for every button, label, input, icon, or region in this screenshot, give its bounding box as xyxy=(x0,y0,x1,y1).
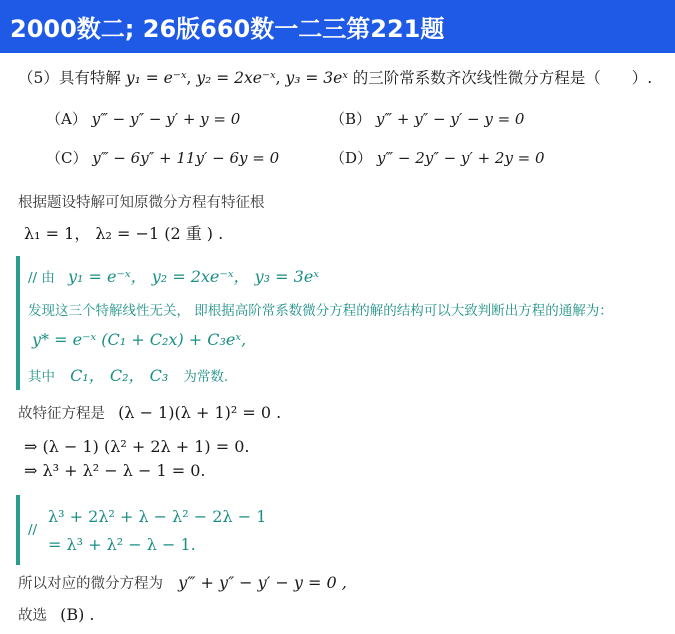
char-equation-line xyxy=(18,402,281,423)
option-a-eq: y‴ − y″ − y′ + y = 0 xyxy=(91,110,241,128)
option-d-label: （D） xyxy=(330,149,373,167)
option-b-eq: y‴ + y″ − y′ − y = 0 xyxy=(375,110,525,128)
option-c xyxy=(46,147,279,168)
title-banner xyxy=(0,0,675,53)
note1-where xyxy=(28,363,228,386)
note1-constants: C₁， C₂， C₃ xyxy=(70,366,169,385)
option-c-eq: y‴ − 6y″ + 11y′ − 6y = 0 xyxy=(92,149,280,167)
option-a xyxy=(46,108,240,129)
solution-intro: 根据题设特解可知原微分方程有特征根 xyxy=(18,195,265,211)
question-number: （5）具有特解 xyxy=(18,69,121,87)
option-a-label: （A） xyxy=(46,110,87,128)
question-tail: 的三阶常系数齐次线性微分方程是（ ）. xyxy=(352,69,653,87)
note2-prefix: // xyxy=(28,522,38,538)
note1-prefix: // 由 xyxy=(28,270,55,286)
option-d xyxy=(330,147,545,168)
note-bar-1 xyxy=(16,256,20,390)
answer-label: 故选 xyxy=(18,608,47,624)
char-equation: (λ − 1)(λ + 1)² = 0 . xyxy=(118,403,282,422)
question-y1: y₁ = e⁻ˣ xyxy=(125,69,187,87)
option-b-label: （B） xyxy=(330,110,372,128)
option-d-eq: y‴ − 2y″ − y′ + 2y = 0 xyxy=(376,149,545,167)
note1-general-solution: y* = e⁻ˣ (C₁ + C₂x) + C₃eˣ, xyxy=(32,330,247,349)
note1-where-prefix: 其中 xyxy=(28,369,55,385)
characteristic-roots: λ₁ = 1， λ₂ = −1 (2 重 ) . xyxy=(24,224,224,243)
option-b xyxy=(330,108,524,129)
final-equation: y‴ + y″ − y′ − y = 0 , xyxy=(178,573,347,592)
step-1: ⇒ (λ − 1) (λ² + 2λ + 1) = 0. xyxy=(24,437,250,456)
char-equation-label: 故特征方程是 xyxy=(18,406,105,422)
question-y3: y₃ = 3eˣ xyxy=(285,69,348,87)
note1-line1 xyxy=(28,264,319,287)
note1-where-suffix: 为常数. xyxy=(183,369,229,385)
note2-line1: λ³ + 2λ² + λ − λ² − 2λ − 1 xyxy=(48,507,267,526)
page-title: 2000数二; 26版660数一二三第221题 xyxy=(10,15,445,43)
note2-line2: = λ³ + λ² − λ − 1. xyxy=(48,535,196,554)
question-line: （5）具有特解 y₁ = e⁻ˣ, y₂ = 2xe⁻ˣ, y₃ = 3eˣ 的三阶常系数齐次线性微分方程是（ ）. xyxy=(18,69,653,87)
final-equation-label: 所以对应的微分方程为 xyxy=(18,576,163,592)
note-bar-2 xyxy=(16,495,20,565)
note1-eq: y₁ = e⁻ˣ， y₂ = 2xe⁻ˣ， y₃ = 3eˣ xyxy=(67,267,319,286)
final-equation-line xyxy=(18,572,347,593)
answer-value: (B) . xyxy=(60,605,95,624)
note1-text: 发现这三个特解线性无关， 即根据高阶常系数微分方程的解的结构可以大致判断出方程的通解为： xyxy=(28,303,613,319)
answer-line xyxy=(18,604,95,625)
step-2: ⇒ λ³ + λ² − λ − 1 = 0. xyxy=(24,461,206,480)
question-y2: y₂ = 2xe⁻ˣ xyxy=(196,69,276,87)
option-c-label: （C） xyxy=(46,149,88,167)
